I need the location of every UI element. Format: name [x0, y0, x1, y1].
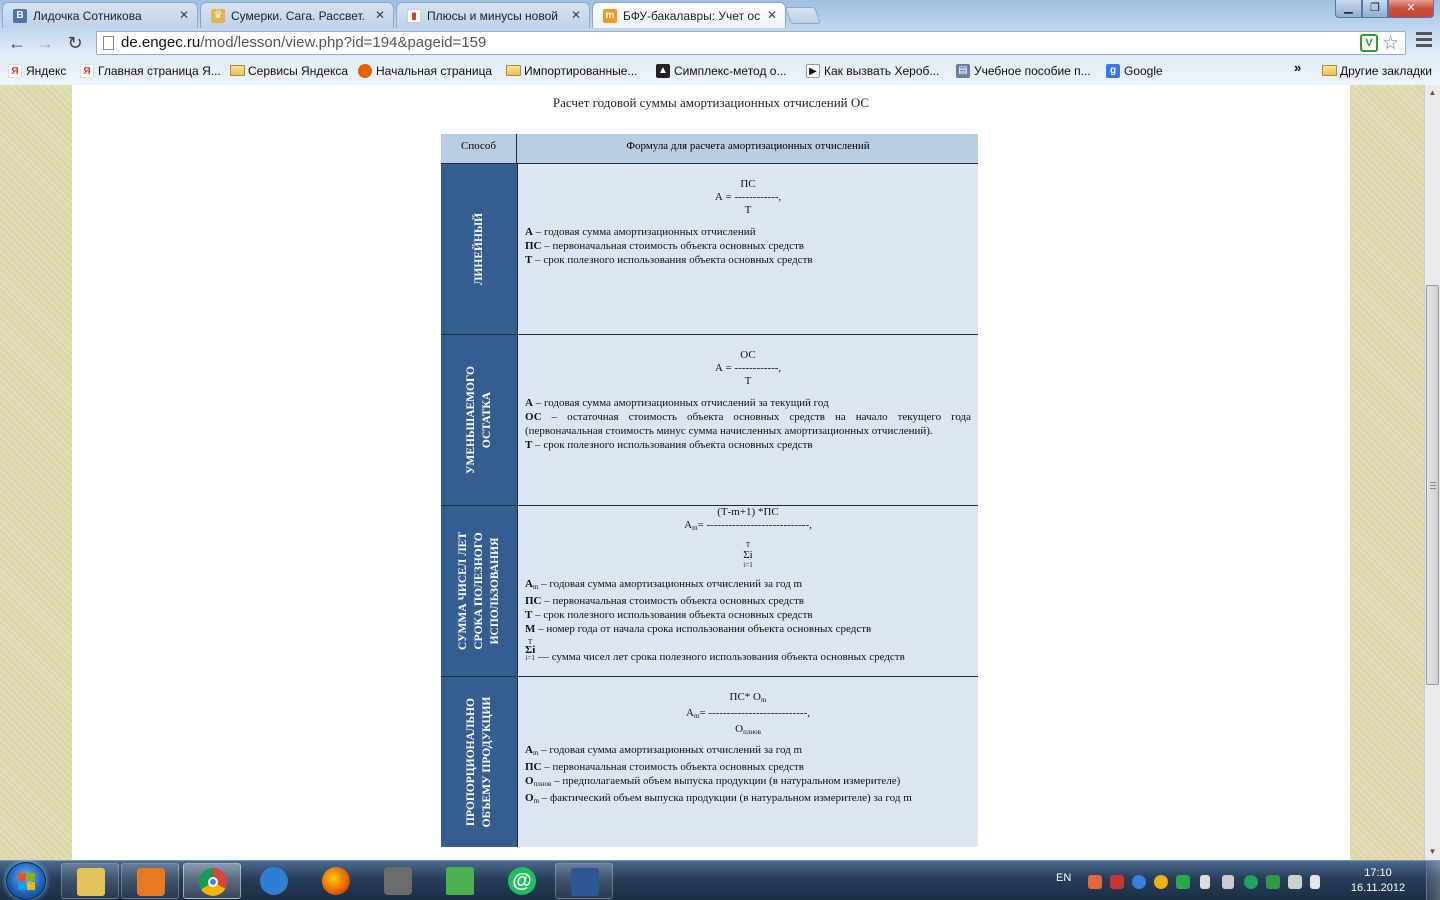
- bookmark-yandex-services[interactable]: [230, 62, 348, 80]
- clock[interactable]: [1350, 866, 1406, 896]
- word-icon: [571, 868, 599, 896]
- tray-app-icon[interactable]: [1088, 875, 1102, 889]
- lesson-title: Расчет годовой суммы амортизационных отчислений ОС: [552, 95, 870, 110]
- lesson-page: [72, 85, 1350, 860]
- tray-app-icon[interactable]: [1154, 875, 1168, 889]
- bookmark-label: Начальная страница: [376, 64, 493, 78]
- menu-icon[interactable]: [1416, 32, 1432, 52]
- folder-icon: [506, 65, 521, 76]
- bookmark-label: Учебное пособие п...: [974, 64, 1091, 78]
- bookmark-yandex-home[interactable]: [80, 62, 221, 80]
- minecraft-icon: [446, 867, 474, 895]
- formula-cell: [518, 335, 978, 505]
- vertical-scrollbar[interactable]: [1424, 85, 1440, 860]
- clock-time: 17:10: [1364, 867, 1392, 879]
- chrome-icon: [199, 868, 227, 896]
- tray-app-icon[interactable]: [1288, 875, 1302, 889]
- definition: М – номер года от начала срока использования объекта основных средств: [525, 623, 872, 635]
- tray-app-icon[interactable]: [1110, 875, 1124, 889]
- windows-logo-icon: [18, 873, 36, 891]
- close-window-button[interactable]: ✕: [1388, 0, 1434, 18]
- explorer-icon: [77, 868, 105, 896]
- definition: Т – срок полезного использования объекта основных средств: [525, 609, 813, 621]
- taskbar-explorer[interactable]: [61, 863, 119, 899]
- table-header: [441, 134, 978, 164]
- bookmark-herobrine[interactable]: [806, 62, 939, 80]
- definition: T Σi i=1 — сумма чисел лет срока полезного использования объекта основных средств: [525, 638, 905, 663]
- bookmark-simplex[interactable]: [656, 62, 786, 80]
- bookmark-label: Как вызвать Хероб...: [824, 64, 940, 78]
- new-tab-button[interactable]: [785, 7, 821, 24]
- header-formula: Формула для расчета амортизационных отчислений: [626, 140, 870, 152]
- sigma-symbol: T Σi i=1: [525, 638, 536, 662]
- scroll-up-arrow-icon[interactable]: ▲: [1428, 88, 1437, 97]
- taskbar-firefox[interactable]: [307, 863, 365, 899]
- battery-icon[interactable]: [1310, 875, 1320, 889]
- tray-app-icon[interactable]: [1244, 875, 1258, 889]
- tab-bfu-lesson[interactable]: [592, 2, 786, 28]
- formula-cell: [518, 506, 978, 676]
- definition: ПС – первоначальная стоимость объекта основных средств: [525, 761, 804, 773]
- mail-agent-icon: @: [508, 867, 536, 895]
- tray-app-icon[interactable]: [1176, 875, 1190, 889]
- reload-icon[interactable]: ↻: [67, 33, 83, 53]
- windows-taskbar: [0, 860, 1440, 900]
- bookmarks-overflow-button[interactable]: »: [1294, 60, 1302, 75]
- taskbar-internet-explorer[interactable]: [245, 863, 303, 899]
- close-icon[interactable]: ✕: [766, 8, 777, 22]
- folder-icon: [230, 65, 245, 76]
- formula-cell: [518, 164, 978, 334]
- crown-icon: ♛: [211, 9, 225, 23]
- page-viewport: [0, 85, 1424, 860]
- tab-twilight[interactable]: [200, 2, 394, 28]
- bookmark-yandex[interactable]: [8, 62, 66, 80]
- definition: А – годовая сумма амортизационных отчислений за текущий год: [525, 397, 829, 409]
- formula: ПС* $О_m$ $А_m=$ ---------------------------, $О_{плнов}$: [685, 691, 810, 736]
- book-icon: ▤: [956, 64, 970, 78]
- taskbar-mail-agent[interactable]: [493, 863, 551, 899]
- table-row-linear: [441, 164, 978, 335]
- bookmark-label: Другие закладки: [1340, 64, 1432, 78]
- definition: $А_m$ – годовая сумма амортизационных отчислений за год m: [525, 578, 803, 591]
- method-label: ПРОПОРЦИОНАЛЬНО ОБЪЕМУ ПРОДУКЦИИ: [465, 696, 493, 828]
- bookmark-imported[interactable]: [506, 62, 637, 80]
- taskbar-media-player[interactable]: [121, 863, 179, 899]
- bookmark-star-icon[interactable]: ☆: [1382, 33, 1400, 54]
- taskbar-word[interactable]: [555, 863, 613, 899]
- system-tray: [1050, 861, 1350, 900]
- formula: ОС А = ------------, Т: [714, 349, 782, 387]
- other-bookmarks[interactable]: [1322, 62, 1432, 80]
- table-row-sum-of-years: [441, 506, 978, 677]
- firefox-icon: [358, 64, 372, 78]
- bookmark-label: Симплекс-метод о...: [674, 64, 787, 78]
- maximize-button[interactable]: ❐: [1362, 0, 1388, 18]
- back-arrow-icon[interactable]: ←: [8, 33, 26, 53]
- minimize-button[interactable]: ▁: [1335, 0, 1362, 18]
- media-player-icon: [137, 868, 165, 896]
- tab-title: Лидочка Сотникова: [33, 8, 142, 23]
- scroll-thumb[interactable]: [1426, 285, 1439, 685]
- formula: ПС А = ------------, Т: [714, 178, 782, 216]
- tab-title: БФУ-бакалавры: Учет ос: [623, 8, 761, 23]
- header-method: Способ: [441, 134, 517, 164]
- definition: $А_m$ – годовая сумма амортизационных отчислений за год m: [525, 744, 803, 757]
- browser-toolbar: [0, 28, 1440, 58]
- taskbar-world-of-tanks[interactable]: [369, 863, 427, 899]
- action-center-flag-icon[interactable]: [1200, 875, 1210, 889]
- sigma-symbol: T Σi i=1: [743, 541, 753, 569]
- forward-arrow-icon[interactable]: →: [36, 33, 54, 53]
- tab-pros-cons[interactable]: [396, 2, 590, 28]
- method-cell: [441, 164, 518, 334]
- definition: $О_{плнов}$ – предполагаемый объем выпуска продукции (в натуральном измерителе): [525, 775, 901, 788]
- definition: ПС – первоначальная стоимость объекта основных средств: [525, 240, 804, 252]
- method-cell: [441, 335, 518, 505]
- definition: А – годовая сумма амортизационных отчислений: [525, 226, 756, 238]
- folder-icon: [1322, 65, 1337, 76]
- definition: Т – срок полезного использования объекта основных средств: [525, 439, 813, 451]
- tab-title: Сумерки. Сага. Рассвет.: [231, 8, 365, 23]
- formula: (Т-m+1) *ПС $А_m=$ ----------------------------, T Σi i=1: [684, 506, 812, 569]
- definition: ОС – остаточная стоимость объекта основных средств на начало текущего года (первоначальная стоимость минус сумма начисленных амортизационных отчислений).: [525, 411, 971, 437]
- formula-cell: [518, 677, 978, 847]
- bookmark-label: Сервисы Яндекса: [248, 64, 349, 78]
- method-cell: [441, 506, 518, 676]
- ie-icon: [260, 867, 288, 895]
- clock-date: 16.11.2012: [1350, 882, 1406, 894]
- bookmarks-bar: [0, 59, 1440, 83]
- close-icon[interactable]: ✕: [374, 8, 385, 22]
- method-label: ЛИНЕЙНЫЙ: [473, 212, 485, 286]
- graduation-cap-icon: ▲: [656, 64, 670, 78]
- bookmark-label: Главная страница Я...: [98, 64, 221, 78]
- depreciation-methods-table: [441, 134, 978, 847]
- close-icon[interactable]: ✕: [178, 8, 189, 22]
- definition: Т – срок полезного использования объекта основных средств: [525, 254, 813, 266]
- bookmark-textbook[interactable]: [956, 62, 1091, 80]
- taskbar-minecraft[interactable]: [431, 863, 489, 899]
- method-label: СУММА ЧИСЕЛ ЛЕТ СРОКА ПОЛЕЗНОГО ИСПОЛЬЗОВАНИЯ: [457, 531, 501, 651]
- bookmark-label: Яндекс: [26, 64, 67, 78]
- bookmark-label: Импортированные...: [524, 64, 638, 78]
- language-indicator[interactable]: EN: [1056, 872, 1072, 884]
- extension-icon[interactable]: V: [1360, 34, 1378, 52]
- tray-app-icon[interactable]: [1132, 875, 1146, 889]
- show-desktop-button[interactable]: [1426, 861, 1440, 900]
- yandex-icon: Я: [80, 64, 94, 78]
- scroll-down-arrow-icon[interactable]: ▼: [1428, 847, 1437, 856]
- window-controls: [1335, 0, 1434, 18]
- tab-strip: [0, 0, 1440, 28]
- method-cell: [441, 677, 518, 847]
- table-row-declining-balance: [441, 335, 978, 506]
- google-icon: g: [1106, 64, 1120, 78]
- tray-app-icon[interactable]: [1266, 875, 1280, 889]
- page-icon: [103, 36, 114, 50]
- bookmark-start-page[interactable]: [358, 62, 492, 80]
- tab-title: Плюсы и минусы новой: [427, 8, 558, 23]
- method-label: УМЕНЬШАЕМОГО ОСТАТКА: [465, 366, 493, 474]
- definition: ПС – первоначальная стоимость объекта основных средств: [525, 595, 804, 607]
- close-icon[interactable]: ✕: [570, 8, 581, 22]
- taskbar-chrome[interactable]: [183, 863, 241, 899]
- bookmark-label: Google: [1124, 64, 1163, 78]
- world-of-tanks-icon: [384, 867, 412, 895]
- volume-icon[interactable]: [1222, 875, 1234, 889]
- firefox-icon: [322, 867, 350, 895]
- vk-icon: В: [13, 9, 27, 23]
- address-bar[interactable]: [96, 31, 1406, 55]
- table-row-production-units: [441, 677, 978, 847]
- start-button[interactable]: [6, 862, 46, 900]
- yandex-icon: Я: [8, 64, 22, 78]
- tab-vk[interactable]: [2, 2, 198, 28]
- moodle-icon: m: [603, 9, 617, 23]
- browser-chrome: [0, 0, 1440, 85]
- bookmark-google[interactable]: [1106, 62, 1163, 80]
- url-host: de.engec.ru: [121, 34, 201, 51]
- url-path: /mod/lesson/view.php?id=194&pageid=159: [200, 34, 487, 51]
- definition: $О_m$ – фактический объем выпуска продукции (в натуральном измерителе) за год m: [525, 792, 912, 805]
- video-icon: ▶: [806, 64, 820, 78]
- chart-icon: ▮: [407, 9, 421, 23]
